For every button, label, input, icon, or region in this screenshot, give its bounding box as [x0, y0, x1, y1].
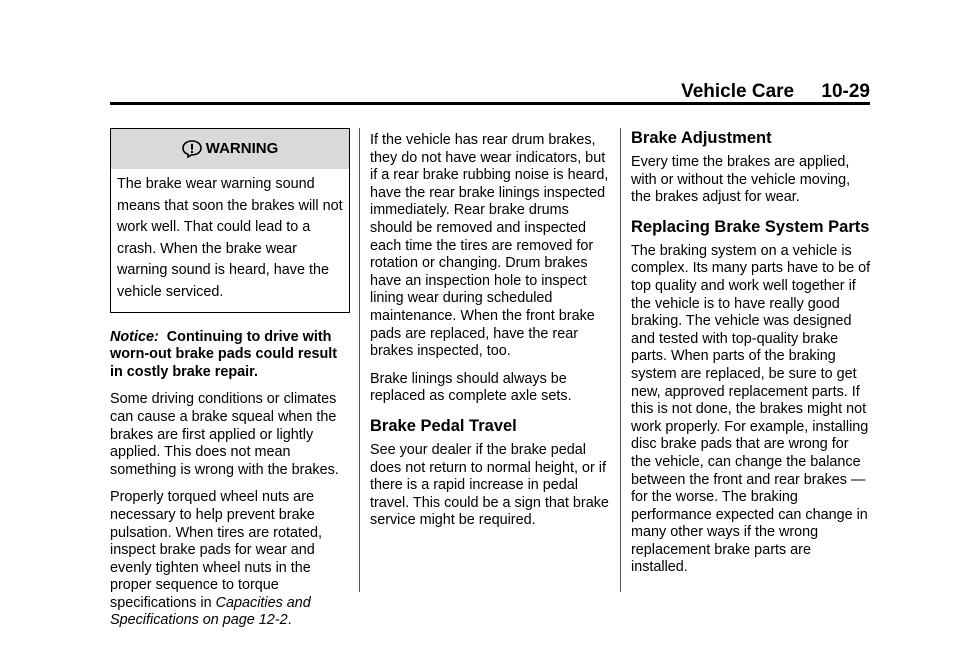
paragraph-brake-squeal: Some driving conditions or climates can cause a brake squeal when the brakes are first applied or lightly applied. This does not mean something is wrong with the brakes. — [110, 391, 339, 478]
column-divider-1 — [359, 128, 360, 592]
warning-header — [111, 129, 349, 169]
paragraph-brake-linings: Brake linings should always be replaced as complete axle sets. — [370, 370, 572, 405]
paragraph-brake-adjustment: Every time the brakes are applied, with or without the vehicle moving, the brakes adjust for wear. — [631, 154, 851, 206]
paragraph-pedal-travel: See your dealer if the brake pedal does not return to normal height, or if there is a rapid increase in pedal travel. This could be a sign that brake service might be required. — [370, 441, 609, 529]
heading-brake-pedal-travel: Brake Pedal Travel — [370, 416, 517, 435]
notice-text: Continuing to drive with worn-out brake pads could result in costly brake repair. — [110, 328, 338, 380]
warning-label: WARNING — [205, 140, 279, 158]
heading-brake-adjustment: Brake Adjustment — [631, 129, 772, 147]
warning-box — [110, 128, 350, 313]
notice-label: Notice: — [110, 328, 159, 345]
section-title: Vehicle Care — [681, 81, 795, 102]
paragraph-wheel-nuts — [110, 489, 350, 630]
column-2 — [370, 132, 610, 540]
heading-replacing-parts: Replacing Brake System Parts — [631, 217, 870, 236]
warning-icon — [182, 140, 202, 158]
notice-paragraph — [110, 329, 350, 382]
column-3 — [631, 128, 871, 587]
capacities-reference-link[interactable]: Capacities and Specifications on page 12-2 — [110, 594, 311, 629]
wheel-nuts-end: . — [287, 612, 292, 629]
column-1 — [110, 128, 350, 640]
header-rule — [110, 102, 870, 105]
column-divider-2 — [620, 128, 621, 592]
wheel-nuts-text: Properly torqued wheel nuts are necessary to help prevent brake pulsation. When tires are rotated, inspect brake pads for wear and evenly tighten wheel nuts in the proper sequence to torque specifications in — [110, 489, 322, 611]
paragraph-replacing-parts: The braking system on a vehicle is complex. Its many parts have to be of top quality and work well together if the vehicle is to have really good braking. The vehicle was designed and tested with top-quality brake parts. When parts of the braking system are replaced, be sure to get new, approved replacement parts. If this is not done, the brakes might not work properly. For example, installing disc brake pads that are wrong for the vehicle, can change the balance between the front and rear brakes — for the worse. The braking performance expected can change in many other ways if the wrong replacement brake parts are installed. — [631, 242, 871, 576]
warning-text: The brake wear warning sound means that soon the brakes will not work well. That could lead to a crash. When the brake wear warning sound is heard, have the vehicle serviced. — [117, 176, 343, 300]
page-number: 10-29 — [821, 81, 870, 102]
paragraph-drum-brakes: If the vehicle has rear drum brakes, they do not have wear indicators, but if a rear brake rubbing noise is heard, have the rear brake linings inspected immediately. Rear brake drums should be removed and inspected each time the tires are removed for rotation or changing. Drum brakes have an inspection hole to inspect lining wear during scheduled maintenance. When the front brake pads are replaced, have the rear brakes inspected, too. — [370, 132, 609, 360]
